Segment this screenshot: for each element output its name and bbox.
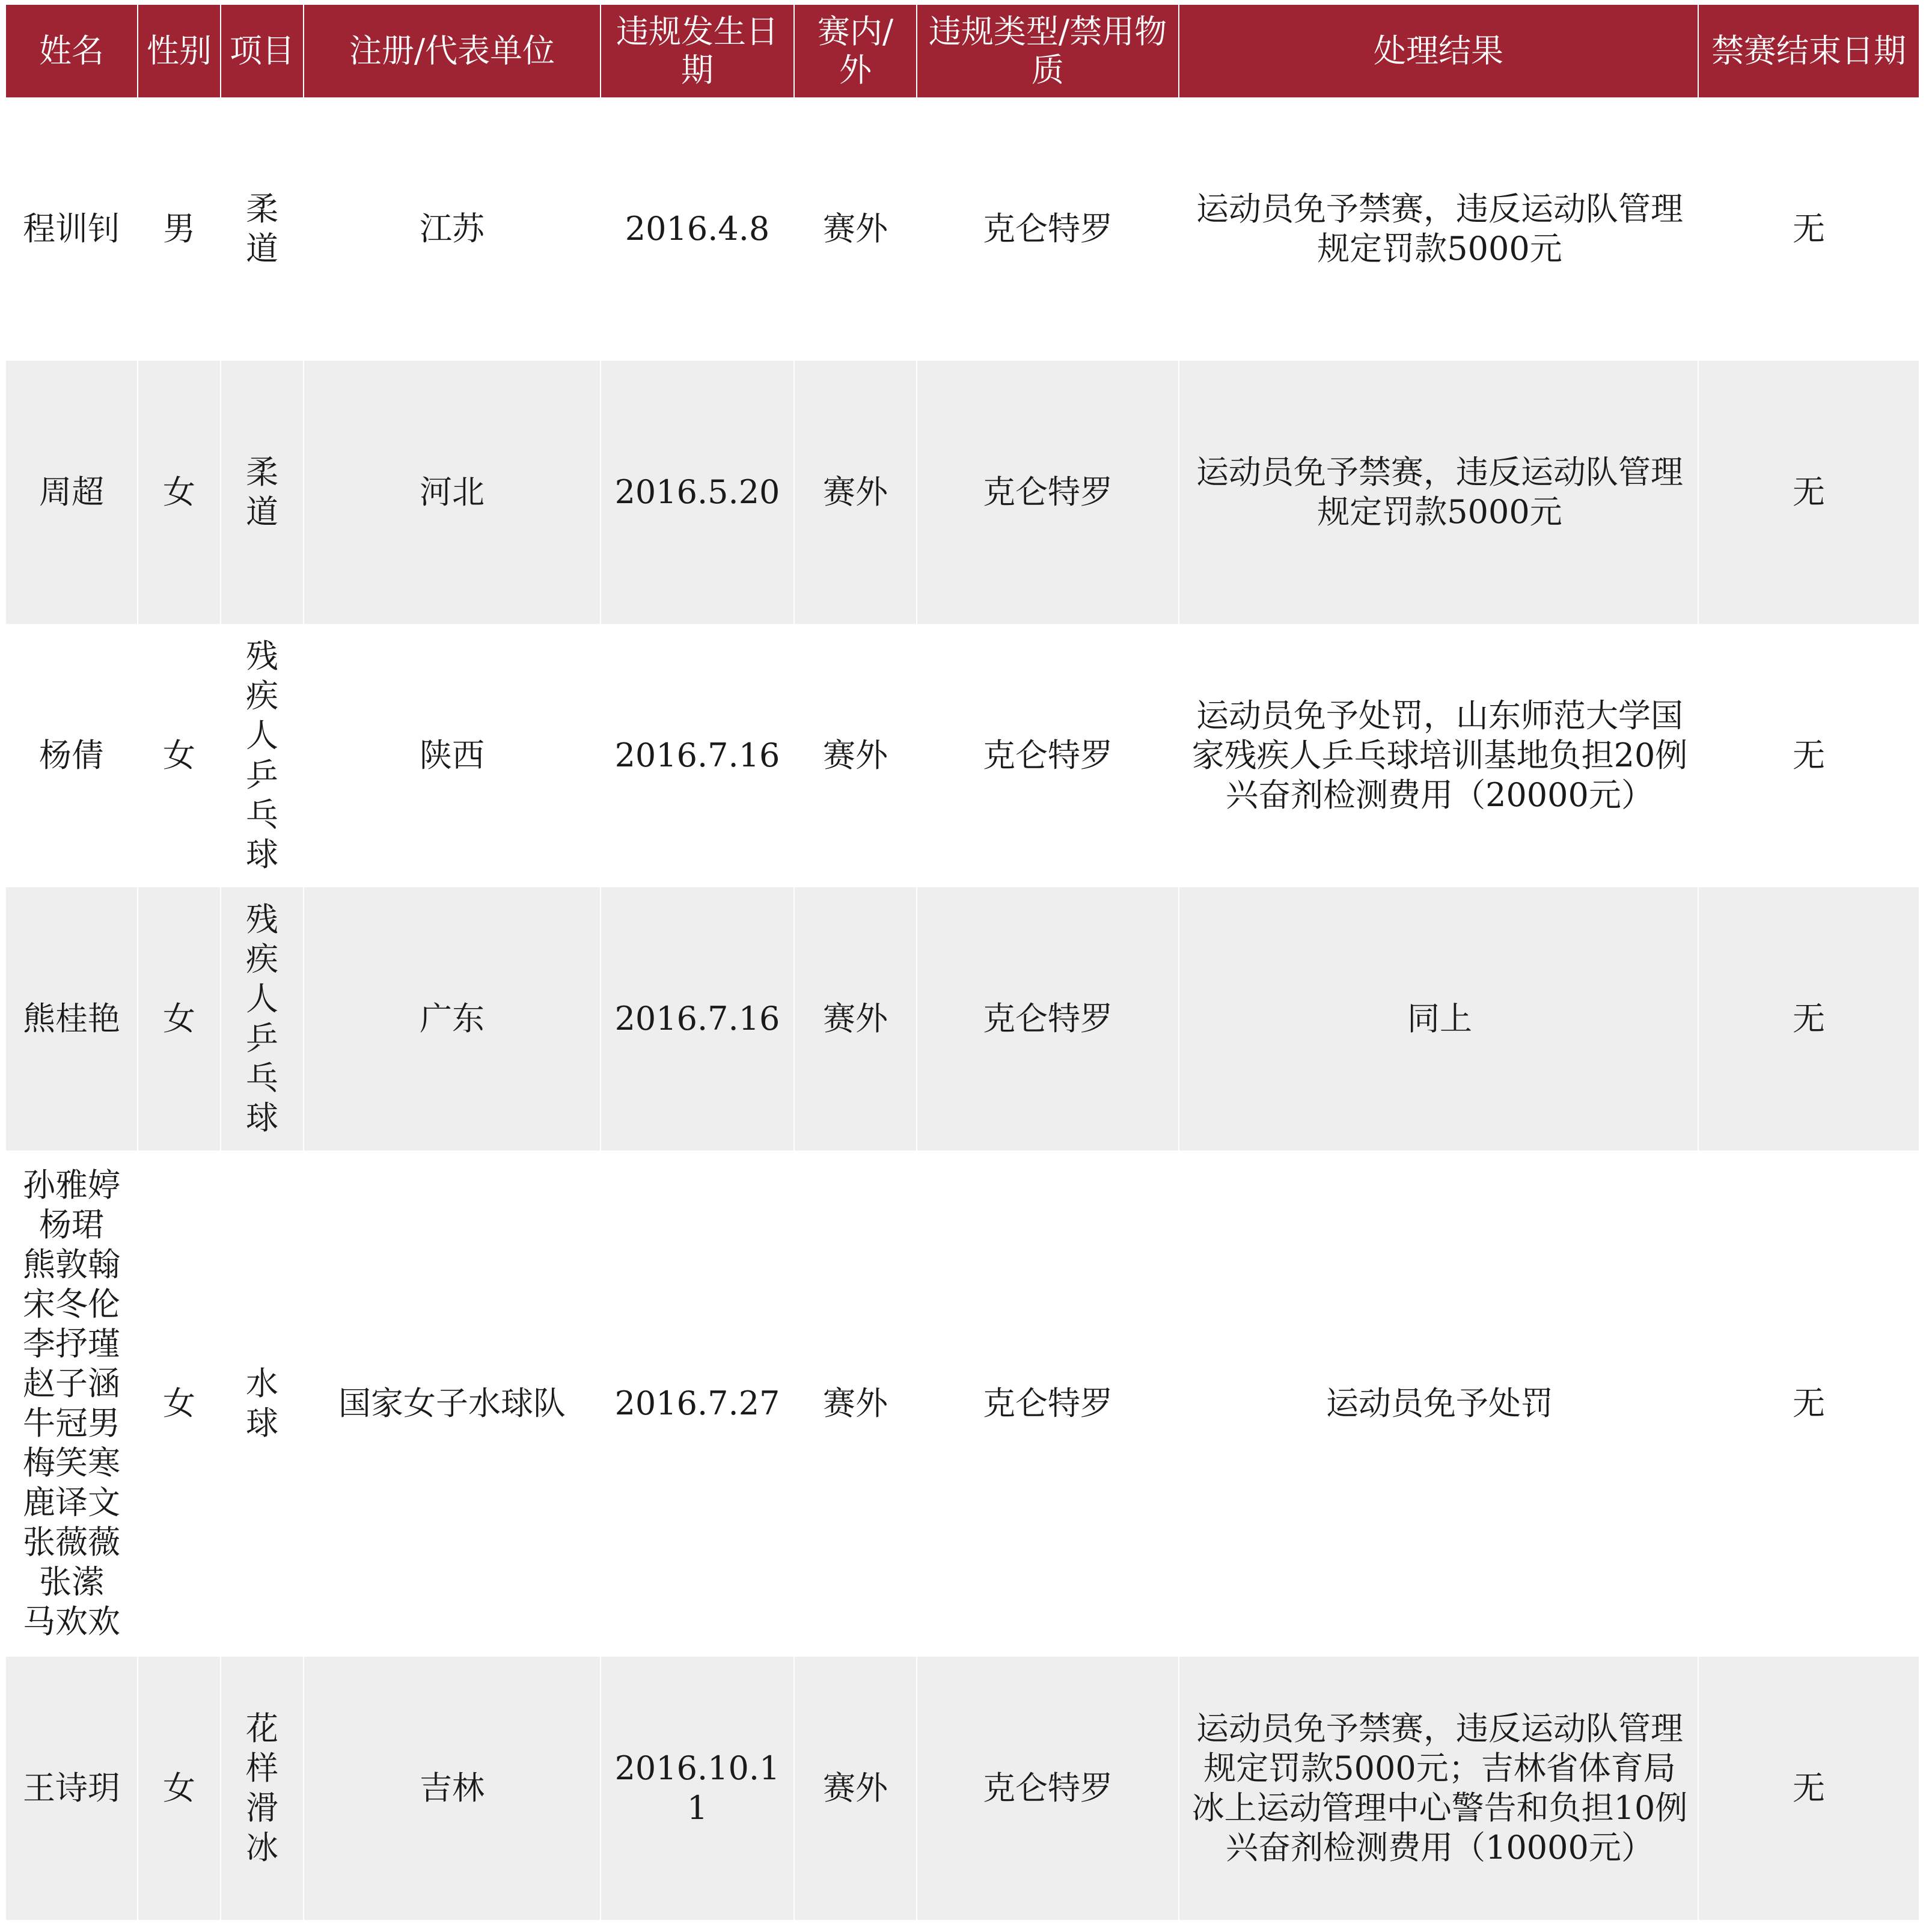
- athlete-sport: 水球: [221, 1151, 304, 1657]
- in-out-competition: 赛外: [795, 1657, 917, 1920]
- in-out-competition: 赛外: [795, 361, 917, 624]
- ban-end-date: 无: [1699, 1151, 1920, 1657]
- athlete-name: 周超: [6, 361, 138, 624]
- athlete-sport: 花样滑冰: [221, 1657, 304, 1920]
- in-out-competition: 赛外: [795, 1151, 917, 1657]
- athlete-name: 熊桂艳: [6, 887, 138, 1151]
- athlete-sport: 残疾人乒乓球: [221, 887, 304, 1151]
- header-sport: 项目: [221, 5, 304, 97]
- violation-substance: 克仑特罗: [917, 1151, 1179, 1657]
- header-date: 违规发生日期: [601, 5, 795, 97]
- athlete-unit: 广东: [304, 887, 601, 1151]
- violation-substance: 克仑特罗: [917, 1657, 1179, 1920]
- athlete-sport: 残疾人乒乓球: [221, 624, 304, 887]
- table-row: [6, 624, 1920, 887]
- header-in-out: 赛内/外: [795, 5, 917, 97]
- athlete-gender: 女: [138, 361, 221, 624]
- violation-date: 2016.5.20: [601, 361, 795, 624]
- violation-date: 2016.7.27: [601, 1151, 795, 1657]
- table-row: [6, 361, 1920, 624]
- violation-date: 2016.4.8: [601, 97, 795, 361]
- violation-date: 2016.7.16: [601, 887, 795, 1151]
- athlete-unit: 江苏: [304, 97, 601, 361]
- violation-date: 2016.7.16: [601, 624, 795, 887]
- sanction-result: 运动员免予禁赛，违反运动队管理规定罚款5000元: [1179, 97, 1699, 361]
- athlete-sport: 柔道: [221, 361, 304, 624]
- athlete-gender: 女: [138, 887, 221, 1151]
- athlete-name: 王诗玥: [6, 1657, 138, 1920]
- in-out-competition: 赛外: [795, 624, 917, 887]
- athlete-gender: 女: [138, 1151, 221, 1657]
- ban-end-date: 无: [1699, 1657, 1920, 1920]
- header-unit: 注册/代表单位: [304, 5, 601, 97]
- sanction-result: 运动员免予处罚: [1179, 1151, 1699, 1657]
- violation-substance: 克仑特罗: [917, 97, 1179, 361]
- violation-date: 2016.10.11: [601, 1657, 795, 1920]
- athlete-name: 孙雅婷 杨珺 熊敦翰 宋冬伦 李抒瑾 赵子涵 牛冠男 梅笑寒 鹿译文 张薇薇 张潆 马欢欢: [6, 1151, 138, 1657]
- header-row: [6, 5, 1920, 97]
- athlete-name: 杨倩: [6, 624, 138, 887]
- ban-end-date: 无: [1699, 887, 1920, 1151]
- athlete-unit: 陕西: [304, 624, 601, 887]
- athlete-unit: 吉林: [304, 1657, 601, 1920]
- athlete-unit: 国家女子水球队: [304, 1151, 601, 1657]
- violation-substance: 克仑特罗: [917, 361, 1179, 624]
- ban-end-date: 无: [1699, 624, 1920, 887]
- athlete-gender: 女: [138, 1657, 221, 1920]
- ban-end-date: 无: [1699, 97, 1920, 361]
- athlete-name: 程训钊: [6, 97, 138, 361]
- table-row: [6, 1151, 1920, 1657]
- header-name: 姓名: [6, 5, 138, 97]
- sanction-result: 运动员免予处罚，山东师范大学国家残疾人乒乓球培训基地负担20例兴奋剂检测费用（20000元）: [1179, 624, 1699, 887]
- header-gender: 性别: [138, 5, 221, 97]
- header-result: 处理结果: [1179, 5, 1699, 97]
- doping-violations-table: [6, 5, 1920, 1920]
- sanction-result: 运动员免予禁赛，违反运动队管理规定罚款5000元；吉林省体育局冰上运动管理中心警告和负担10例兴奋剂检测费用（10000元）: [1179, 1657, 1699, 1920]
- header-substance: 违规类型/禁用物质: [917, 5, 1179, 97]
- violation-substance: 克仑特罗: [917, 624, 1179, 887]
- athlete-gender: 女: [138, 624, 221, 887]
- athlete-gender: 男: [138, 97, 221, 361]
- ban-end-date: 无: [1699, 361, 1920, 624]
- athlete-unit: 河北: [304, 361, 601, 624]
- table-row: [6, 1657, 1920, 1920]
- sanction-result: 运动员免予禁赛，违反运动队管理规定罚款5000元: [1179, 361, 1699, 624]
- violation-substance: 克仑特罗: [917, 887, 1179, 1151]
- in-out-competition: 赛外: [795, 97, 917, 361]
- table-row: [6, 887, 1920, 1151]
- table-row: [6, 97, 1920, 361]
- header-ban-end: 禁赛结束日期: [1699, 5, 1920, 97]
- athlete-sport: 柔道: [221, 97, 304, 361]
- sanction-result: 同上: [1179, 887, 1699, 1151]
- in-out-competition: 赛外: [795, 887, 917, 1151]
